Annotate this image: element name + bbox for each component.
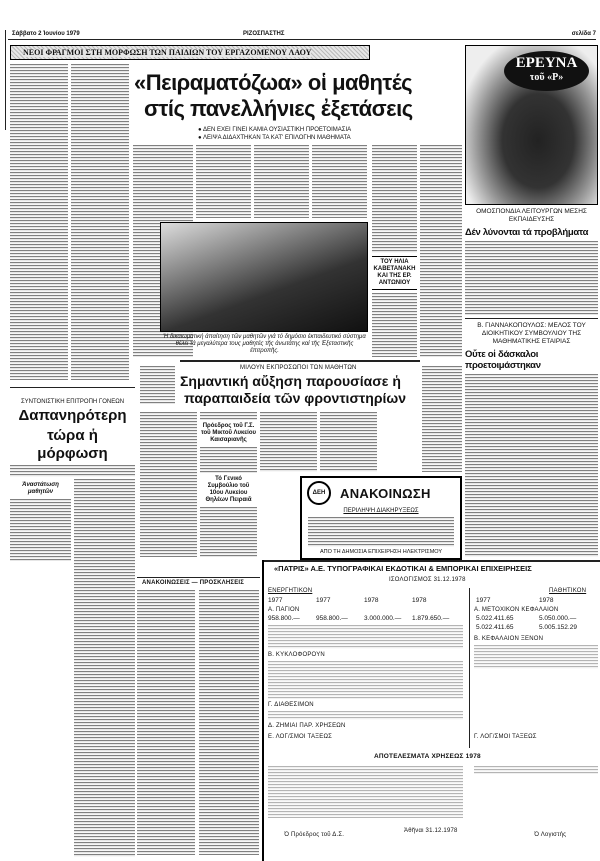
liabilities-header: ΠΑΘΗΤΙΚΟΝ [549, 588, 587, 594]
balance-divider [469, 588, 470, 748]
parents-body-col [10, 479, 71, 857]
article-text [140, 366, 175, 404]
liability-section: Α. ΜΕΤΟΧΙΚΟΝ ΚΕΦΑΛΑΙΟΝ [474, 607, 559, 613]
asset-section: Γ. ΔΙΑΘΕΣΙΜΟΝ [268, 702, 314, 708]
research-kicker: ΟΜΟΣΠΟΝΔΙΑ ΛΕΙΤΟΥΡΓΩΝ ΜΕΣΗΣ ΕΚΠΑΙΔΕΥΣΗΣ [476, 208, 587, 223]
article-text [420, 145, 462, 357]
tutoring-kicker: ΜΙΛΟΥΝ ΕΚΠΡΟΣΩΠΟΙ ΤΩΝ ΜΑΘΗΤΩΝ [240, 365, 357, 371]
research-column [465, 45, 598, 557]
dei-announcement-box [300, 476, 462, 560]
ledger-rows [268, 625, 463, 649]
article-text [200, 507, 257, 557]
article-text [200, 412, 257, 420]
page-number: σελίδα 7 [571, 31, 596, 37]
asset-section: Β. ΚΥΚΛΟΦΟΡΟΥΝ [268, 652, 325, 658]
tutoring-subhead-1: Πρόεδρος τοῦ Γ.Σ. τοῦ Μικτοῦ Λυκείου Καισαριανῆς [201, 423, 256, 443]
article-text [254, 145, 309, 218]
article-text [372, 145, 417, 253]
balance-top-rule [264, 560, 600, 562]
asset-section: Δ. ΖΗΜΙΑΙ ΠΑΡ. ΧΡΗΣΕΩΝ [268, 723, 346, 729]
year-label: 1977 [268, 597, 283, 604]
article-text [465, 374, 598, 557]
article-text [196, 145, 251, 218]
bullet-text: ΔΕΝ ΕΧΕΙ ΓΙΝΕΙ ΚΑΜΙΑ ΟΥΣΙΑΣΤΙΚΗ ΠΡΟΕΤΟΙΜΑΣΙΑ [202, 127, 352, 133]
article-text [465, 241, 598, 315]
balance-sheet [262, 560, 600, 861]
ledger-rows [268, 661, 463, 699]
math-kicker: Β. ΓΙΑΝΝΑΚΟΠΟΥΛΟΣ: ΜΕΛΟΣ ΤΟΥ ΔΙΟΙΚΗΤΙΚΟΥ ΣΥΜΒΟΥΛΙΟΥ ΤΗΣ ΜΑΘΗΜΑΤΙΚΗΣ ΕΤΑΙΡΙΑΣ [477, 322, 586, 345]
photo-caption: Ἡ δικαιωματική ἀπαίτηση τῶν μαθητῶν γιά τό δημόσιο ἐκπαιδευτικό σύστημα θέλει τά μεγαλύτερα τους μαθητές τῆς ἀνωτάτης καί τῆς Ἐξεταστικῆς ἐπιτροπῆς. [163, 334, 366, 354]
article-text [372, 293, 417, 357]
tutoring-headline-line2: παραπαιδεία τῶν φροντιστηρίων [184, 390, 406, 406]
page-header [8, 31, 596, 42]
bullet-item: ● ΔΕΝ ΕΧΕΙ ΓΙΝΕΙ ΚΑΜΙΑ ΟΥΣΙΑΣΤΙΚΗ ΠΡΟΕΤΟΙΜΑΣΙΑ [198, 127, 352, 133]
notice-text [308, 517, 454, 547]
badge-subtext: τοῦ «Ρ» [529, 72, 564, 83]
article-text [71, 64, 129, 380]
article-text [422, 366, 462, 472]
section-banner [10, 45, 370, 60]
liability-value: 5.022.411.65 [476, 624, 514, 631]
liability-value: 5.050.000.— [539, 615, 577, 622]
asset-section: Α. ΠΑΓΙΟΝ [268, 607, 300, 613]
liability-value: 5.005.152.29 [539, 624, 577, 631]
section-rule [137, 577, 260, 578]
liability-section: Γ. ΛΟΓ/ΣΜΟΙ ΤΑΞΕΩΣ [474, 734, 537, 740]
main-headline-line2: στίς πανελλήνιες ἐξετάσεις [144, 96, 413, 121]
header-rule [8, 39, 596, 40]
year-label: 1977 [316, 597, 331, 604]
article-text [312, 145, 367, 218]
issue-date: Σάββατο 2 Ἰουνίου 1979 [12, 31, 80, 37]
main-headline [134, 70, 462, 122]
bullet-item: ● ΛΕΙΨΑ ΔΙΔΑΧΤΗΚΑΝ ΤΑ ΚΑΤ' ΕΠΙΛΟΓΗΝ ΜΑΘΗΜΑΤΑ [198, 135, 351, 141]
ledger-rows [268, 766, 463, 818]
main-headline-line1: «Πειραματόζωα» οἱ μαθητές [134, 70, 413, 95]
dei-title: ΑΝΑΚΟΙΝΩΣΗ [340, 486, 431, 501]
badge-text: ΕΡΕΥΝΑ [515, 55, 578, 71]
asset-value: 958.800.— [316, 615, 348, 622]
notice-text [137, 590, 195, 855]
ledger-rows [268, 711, 463, 720]
ledger-rows [474, 645, 598, 669]
dei-subtitle: ΠΕΡΙΛΗΨΗ ΔΙΑΚΗΡΥΞΕΩΣ [343, 508, 419, 514]
article-text [140, 412, 197, 557]
parents-column [10, 387, 135, 857]
classroom-photo [160, 222, 368, 332]
bullet-list [198, 126, 351, 142]
tutoring-subhead-2: Τό Γενικό Συμβούλιο τοῦ 10ου Λυκείου Θηλέων Πειραιᾶ [205, 476, 252, 503]
math-headline: Οὔτε οἱ δάσκαλοι προετοιμάστηκαν [465, 349, 541, 371]
asset-value: 958.800.— [268, 615, 300, 622]
parents-headline-line2: τώρα ἡ μόρφωση [37, 427, 108, 462]
parents-headline-line1: Δαπανηρότερη [18, 407, 127, 424]
article-text [320, 412, 377, 472]
article-text [200, 447, 257, 473]
dei-logo [307, 481, 331, 505]
signature: Ὁ Λογιστής [534, 832, 567, 838]
bullet-text: ΛΕΙΨΑ ΔΙΔΑΧΤΗΚΑΝ ΤΑ ΚΑΤ' ΕΠΙΛΟΓΗΝ ΜΑΘΗΜΑΤΑ [202, 135, 351, 141]
section-rule [10, 387, 135, 388]
results-title: ΑΠΟΤΕΛΕΣΜΑΤΑ ΧΡΗΣΕΩΣ 1978 [374, 753, 481, 760]
year-label: 1977 [476, 597, 491, 604]
left-margin-line [5, 30, 6, 130]
notice-text [199, 590, 259, 855]
balance-title: «ΠΑΤΡΙΣ» Α.Ε. ΤΥΠΟΓΡΑΦΙΚΑΙ ΕΚΔΟΤΙΚΑΙ & ΕΜΠΟΡΙΚΑΙ ΕΠΙΧΕΙΡΗΣΕΙΣ [274, 564, 532, 573]
asset-value: 3.000.000.— [364, 615, 402, 622]
banner-title: ΝΕΟΙ ΦΡΑΓΜΟΙ ΣΤΗ ΜΟΡΦΩΣΗ ΤΩΝ ΠΑΙΔΙΩΝ ΤΟΥ ΕΡΓΑΖΟΜΕΝΟΥ ΛΑΟΥ [23, 48, 312, 57]
year-label: 1978 [539, 597, 554, 604]
tutoring-headline-line1: Σημαντική αὔξηση παρουσίασε ἡ [180, 373, 401, 389]
signature: Ὁ Πρόεδρος τοῦ Δ.Σ. [284, 832, 345, 838]
article-text [10, 465, 135, 477]
liability-section: Β. ΚΕΦΑΛΑΙΟΝ ΞΕΝΟΝ [474, 636, 544, 642]
article-text [74, 479, 135, 857]
article-text [10, 499, 71, 561]
tutoring-column [200, 412, 257, 557]
dei-footer: ΑΠΟ ΤΗ ΔΗΜΟΣΙΑ ΕΠΙΧΕΙΡΗΣΗ ΗΛΕΚΤΡΙΣΜΟΥ [319, 549, 443, 555]
parents-subhead: Ἀναστάτωση μαθητῶν [22, 482, 59, 495]
parents-body [10, 479, 135, 857]
research-headline: Δέν λύνονται τά προβλήματα [465, 227, 589, 238]
article-text [260, 412, 317, 472]
assets-header: ΕΝΕΡΓΗΤΙΚΟΝ [268, 588, 313, 594]
balance-subtitle: ΙΣΟΛΟΓΙΣΜΟΣ 31.12.1978 [389, 577, 466, 583]
parents-kicker: ΣΥΝΤΟΝΙΣΤΙΚΗ ΕΠΙΤΡΟΠΗ ΓΟΝΕΩΝ [20, 399, 125, 405]
year-label: 1978 [412, 597, 427, 604]
liability-value: 5.022.411.65 [476, 615, 514, 622]
dei-logo-text: ΔΕΗ [312, 490, 326, 496]
signature: Ἀθῆναι 31.12.1978 [404, 828, 458, 834]
year-label: 1978 [364, 597, 379, 604]
newspaper-name: ΡΙΖΟΣΠΑΣΤΗΣ [240, 31, 287, 37]
asset-value: 1.879.650.— [412, 615, 450, 622]
section-rule [465, 318, 598, 319]
research-badge [504, 51, 589, 91]
research-photo [465, 45, 598, 205]
boxed-subhead [372, 256, 417, 290]
ledger-rows [474, 766, 598, 774]
article-text [10, 64, 68, 380]
asset-section: Ε. ΛΟΓ/ΣΜΟΙ ΤΑΞΕΩΣ [268, 734, 333, 740]
subhead-text: ΤΟΥ ΗΛΙΑ ΚΑΒΕΤΑΝΑΚΗ ΚΑΙ ΤΗΣ ΕΡ. ΑΝΤΩΝΙΟΥ [373, 259, 416, 286]
side-column [372, 145, 417, 357]
notices-title: ΑΝΑΚΟΙΝΩΣΕΙΣ — ΠΡΟΣΚΛΗΣΕΙΣ [142, 580, 245, 586]
section-rule [180, 360, 420, 362]
